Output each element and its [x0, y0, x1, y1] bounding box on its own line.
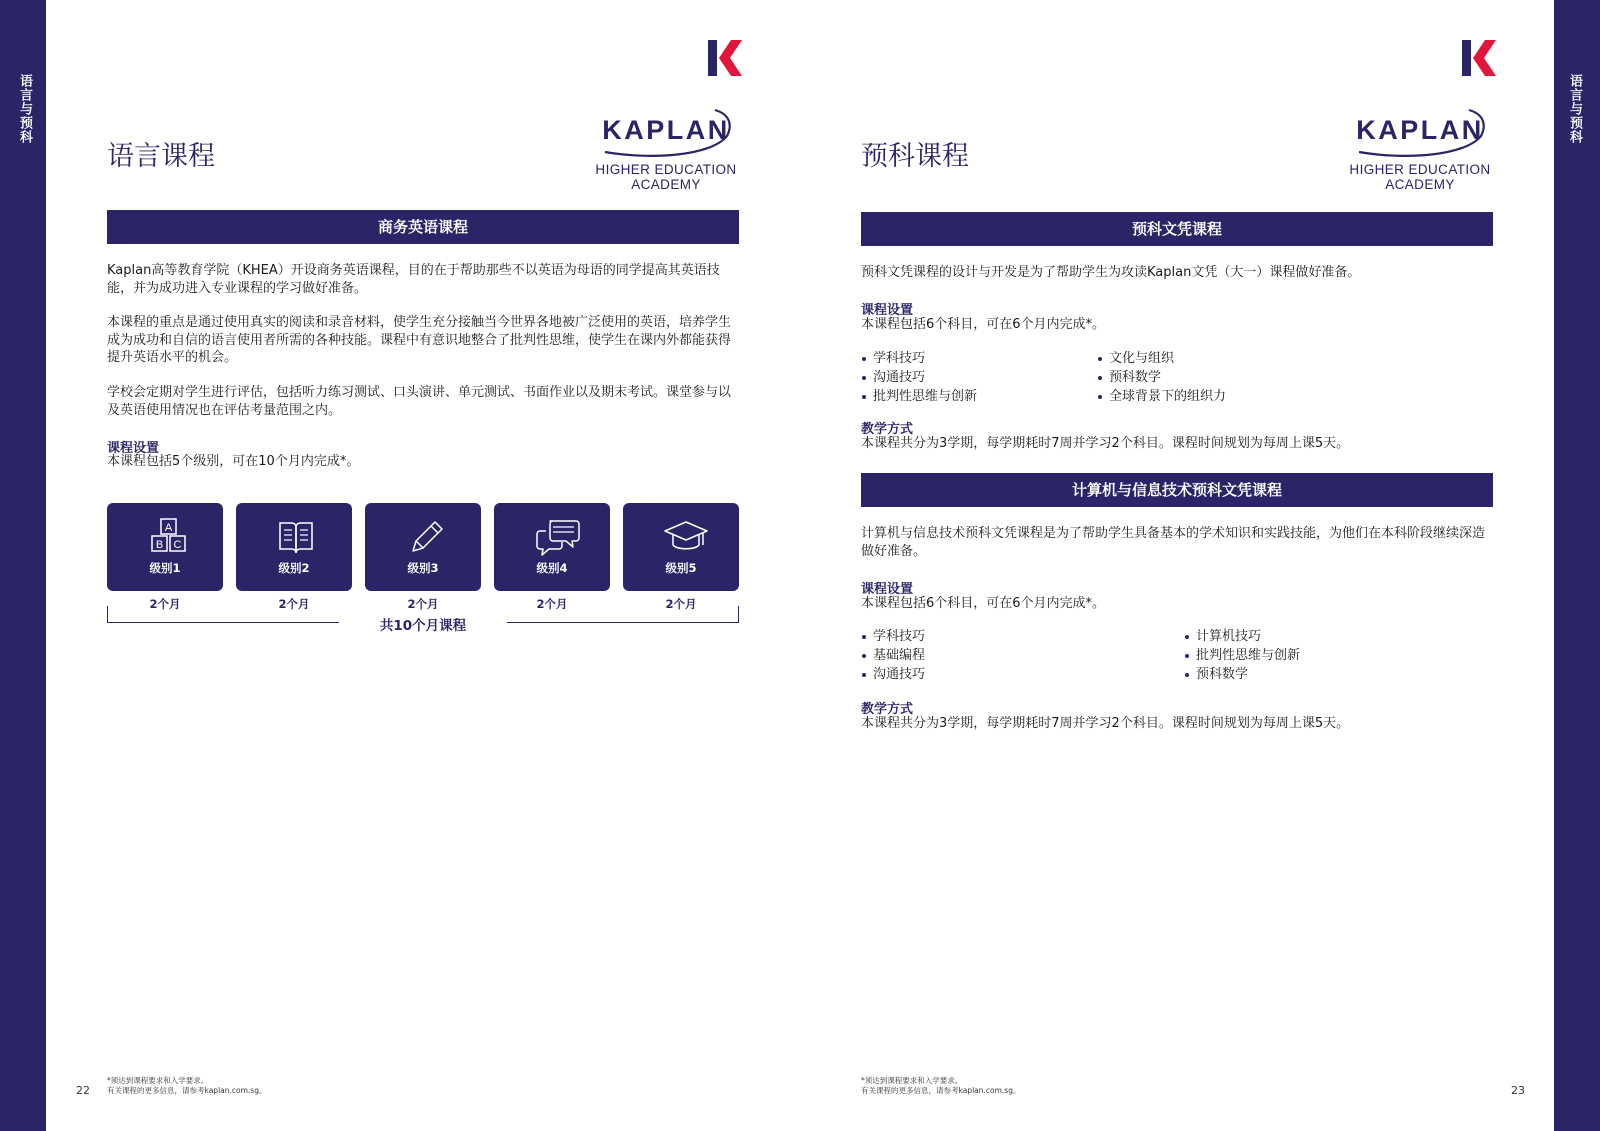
course-setup-text: 本课程包括6个科目，可在6个月内完成*。: [861, 596, 1106, 611]
footnote-requirements: *须达到课程要求和入学要求。: [107, 1076, 209, 1085]
pencil-icon: [405, 517, 445, 557]
brand-line-2: ACADEMY: [1385, 177, 1455, 192]
kaplan-wordmark-icon: [591, 106, 741, 162]
section-band-it-foundation: 计算机与信息技术预科文凭课程: [861, 473, 1493, 507]
level-name: 级别2: [278, 561, 310, 575]
subject-list: [861, 349, 977, 406]
subject-item: 预科数学: [1097, 368, 1226, 387]
level-duration: 2个月: [407, 597, 439, 611]
footnote: [107, 1076, 266, 1096]
total-bracket-left: [107, 606, 108, 623]
brand-name: KAPLAN: [602, 115, 730, 145]
block-letter: C: [173, 539, 182, 551]
page-title: 预科课程: [861, 141, 969, 172]
subject-list: [861, 627, 925, 684]
brand-name: KAPLAN: [1356, 115, 1484, 145]
side-section-label: 语言与预科: [1567, 74, 1582, 144]
subject-item: 计算机技巧: [1184, 627, 1300, 646]
course-setup-heading: 课程设置: [107, 441, 160, 456]
level-name: 级别5: [665, 561, 697, 575]
intro-paragraph: Kaplan高等教育学院（KHEA）开设商务英语课程，目的在于帮助那些不以英语为母语的同学提高其英语技能，并为成功进入专业课程的学习做好准备。: [107, 263, 720, 296]
brand-line-1: HIGHER EDUCATION: [595, 162, 737, 177]
kaplan-wordmark-icon: [1345, 106, 1495, 162]
left-side-bar: [0, 0, 46, 1131]
page-number: 22: [76, 1084, 90, 1097]
footnote: [861, 1076, 1020, 1096]
focus-paragraph: 本课程的重点是通过使用真实的阅读和录音材料，使学生充分接触当今世界各地被广泛使用的英语，培养学生成为成功和自信的语言使用者所需的各种技能。课程中有意识地整合了批判性思维，使学生在课内外都能获得提升英语水平的机会。: [107, 315, 732, 365]
it-foundation-intro: 计算机与信息技术预科文凭课程是为了帮助学生具备基本的学术知识和实践技能，为他们在本科阶段继续深造做好准备。: [861, 526, 1486, 559]
subject-item: 批判性思维与创新: [1184, 646, 1300, 665]
assessment-paragraph: 学校会定期对学生进行评估，包括听力练习测试、口头演讲、单元测试、书面作业以及期末考试。课堂参与以及英语使用情况也在评估考量范围之内。: [107, 385, 732, 418]
footnote-website: 有关课程的更多信息，请参考kaplan.com.sg。: [107, 1086, 267, 1095]
brand-line-1: HIGHER EDUCATION: [1349, 162, 1491, 177]
page-number: 23: [1511, 1084, 1525, 1097]
course-setup-text: 本课程包括6个科目，可在6个月内完成*。: [861, 317, 1106, 332]
course-setup-heading: 课程设置: [861, 303, 914, 318]
foundation-intro: 预科文凭课程的设计与开发是为了帮助学生为攻读Kaplan文凭（大一）课程做好准备。: [861, 265, 1361, 280]
total-bracket-line: [507, 622, 739, 623]
subject-item: 沟通技巧: [861, 368, 977, 387]
side-section-label: 语言与预科: [17, 74, 32, 144]
left-page: [76, 0, 739, 1131]
teaching-method-text: 本课程共分为3学期，每学期耗时7周并学习2个科目。课程时间规划为每周上课5天。: [861, 436, 1350, 451]
level-card-4: [494, 503, 610, 591]
subject-item: 预科数学: [1184, 665, 1300, 684]
level-duration: 2个月: [665, 597, 697, 611]
level-card-2: [236, 503, 352, 591]
level-card-3: [365, 503, 481, 591]
subject-list: [1184, 627, 1300, 684]
kaplan-k-logo-icon: [707, 40, 743, 76]
section-band: 商务英语课程: [107, 210, 739, 244]
block-letter: B: [155, 539, 164, 551]
subject-item: 学科技巧: [861, 349, 977, 368]
subject-item: 沟通技巧: [861, 665, 925, 684]
speech-bubbles-icon: [534, 517, 582, 557]
total-bracket-line: [107, 622, 339, 623]
course-setup-heading: 课程设置: [861, 582, 914, 597]
level-name: 级别4: [536, 561, 568, 575]
total-bracket-right: [738, 606, 739, 623]
level-name: 级别3: [407, 561, 439, 575]
teaching-method-heading: 教学方式: [861, 422, 914, 437]
teaching-method-heading: 教学方式: [861, 702, 914, 717]
subject-item: 学科技巧: [861, 627, 925, 646]
course-setup-text: 本课程包括5个级别，可在10个月内完成*。: [107, 454, 360, 469]
right-page: [861, 0, 1525, 1131]
kaplan-brand-logo: [1345, 106, 1495, 192]
level-name: 级别1: [149, 561, 181, 575]
level-duration: 2个月: [278, 597, 310, 611]
kaplan-k-logo-icon: [1461, 40, 1497, 76]
abc-blocks-icon: [147, 517, 195, 557]
open-book-icon: [276, 517, 316, 557]
graduation-cap-icon: [663, 517, 709, 557]
footnote-requirements: *须达到课程要求和入学要求。: [861, 1076, 963, 1085]
right-side-bar: [1554, 0, 1600, 1131]
block-letter: A: [164, 522, 173, 534]
level-card-5: [623, 503, 739, 591]
level-duration: 2个月: [536, 597, 568, 611]
subject-item: 批判性思维与创新: [861, 387, 977, 406]
section-band-foundation: 预科文凭课程: [861, 212, 1493, 246]
subject-item: 全球背景下的组织力: [1097, 387, 1226, 406]
kaplan-brand-logo: [591, 106, 741, 192]
subject-item: 基础编程: [861, 646, 925, 665]
teaching-method-text: 本课程共分为3学期，每学期耗时7周并学习2个科目。课程时间规划为每周上课5天。: [861, 716, 1350, 731]
level-duration: 2个月: [149, 597, 181, 611]
page-title: 语言课程: [107, 141, 215, 172]
footnote-website: 有关课程的更多信息，请参考kaplan.com.sg。: [861, 1086, 1021, 1095]
brand-line-2: ACADEMY: [631, 177, 701, 192]
level-card-1: [107, 503, 223, 591]
subject-item: 文化与组织: [1097, 349, 1226, 368]
subject-list: [1097, 349, 1226, 406]
total-duration-label: 共10个月课程: [379, 618, 467, 634]
